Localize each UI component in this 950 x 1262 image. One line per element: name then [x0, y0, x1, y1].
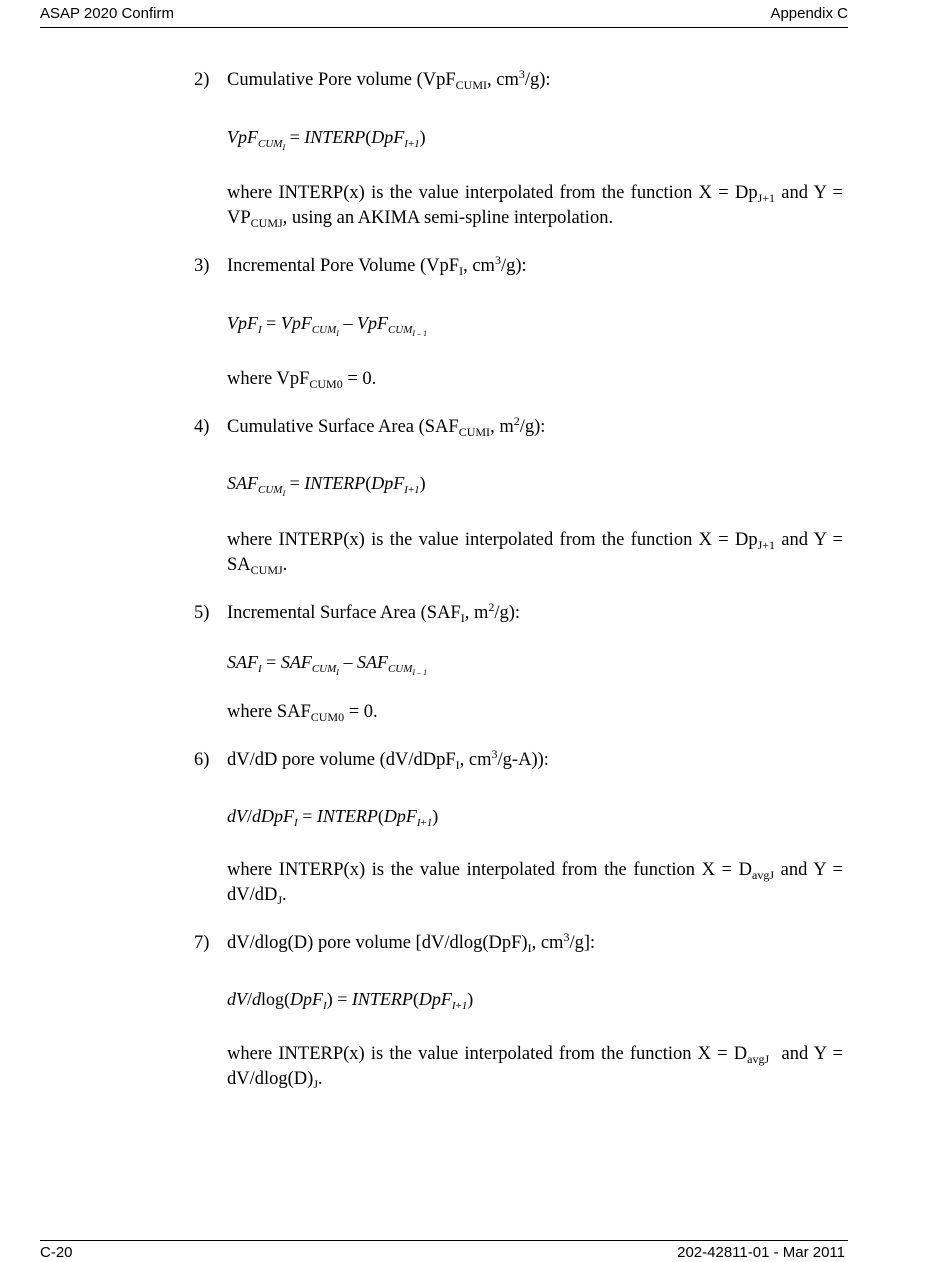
item-4-title: Cumulative Surface Area ($SAF_{CUMI}$, $m^2/g$):: [227, 414, 546, 439]
item-5-number: 5): [194, 603, 210, 623]
item-4-note-line-2: $SA_{CUMJ}$.: [227, 555, 288, 577]
item-6-title: dV/dD pore volume (dV/dDpF$_I$, $cm^3/g-A$)):: [227, 747, 549, 772]
item-2-equation: VpF$_{CUM_I}$ = INTERP(DpF$_{I+1}$): [227, 127, 426, 152]
footer-rule: [40, 1240, 848, 1241]
item-4-note-line-1: where INTERP(x) is the value interpolated from the function $X = Dp_{J+1}$ and Y =: [227, 530, 843, 552]
item-7-title: dV/dlog(D) pore volume [$dV/dlog(DpF)_I$, $cm^3/g$]:: [227, 930, 596, 955]
item-7-note-line-1: where INTERP(x) is the value interpolated from the function $X = D_{avgJ}$ and Y =: [227, 1044, 843, 1066]
item-7-number: 7): [194, 933, 210, 953]
item-5-note: where $SAF_{CUM0} = 0$.: [227, 702, 378, 724]
item-3-note: where VpF$_{CUM0}$ = 0.: [227, 369, 377, 391]
item-6-note-line-1: where INTERP(x) is the value interpolated from the function $X = D_{avgJ}$ and Y =: [227, 860, 843, 882]
header-title: ASAP 2020 Confirm: [40, 5, 174, 22]
item-2-number: 2): [194, 70, 210, 90]
item-3-title: Incremental Pore Volume (VpF$_I$, $cm^3/g$):: [227, 253, 527, 278]
item-3-number: 3): [194, 256, 210, 276]
item-2-note-line-1: where INTERP(x) is the value interpolated from the function $X = Dp_{J+1}$ and Y =: [227, 183, 843, 205]
document-id: 202-42811-01 - Mar 2011: [677, 1244, 845, 1261]
item-5-equation: $SAF_I = SAF_{CUM_I} - SAF_{CUM_{I - 1}}$: [227, 652, 428, 677]
item-5-title: Incremental Surface Area ($SAF_I$, $m^2/g$):: [227, 600, 521, 625]
item-6-note-line-2: $dV/dD_J$.: [227, 885, 287, 907]
item-6-equation: dV/dDpF$_I$ = INTERP(DpF$_{I+1}$): [227, 806, 439, 829]
item-2-note-line-2: $VP_{CUMJ}$, using an AKIMA semi-spline interpolation.: [227, 208, 614, 230]
item-4-equation: $SAF_{CUM_I}$ = INTERP(DpF$_{I+1}$): [227, 473, 426, 498]
page-number: C-20: [40, 1244, 73, 1261]
item-7-equation: dV/dlog(DpF$_I$) = INTERP(DpF$_{I+1}$): [227, 989, 474, 1012]
item-6-number: 6): [194, 750, 210, 770]
item-7-note-line-2: $dV/dlog(D)_J$.: [227, 1069, 323, 1091]
header-section: Appendix C: [770, 5, 848, 22]
header-rule: [40, 27, 848, 28]
item-2-title: Cumulative Pore volume (VpF$_{CUMI}$, $cm^3/g$):: [227, 67, 551, 92]
item-4-number: 4): [194, 417, 210, 437]
item-3-equation: VpF$_I$ = VpF$_{CUM_I}$ – VpF$_{CUM_{I - 1}}$: [227, 313, 428, 338]
